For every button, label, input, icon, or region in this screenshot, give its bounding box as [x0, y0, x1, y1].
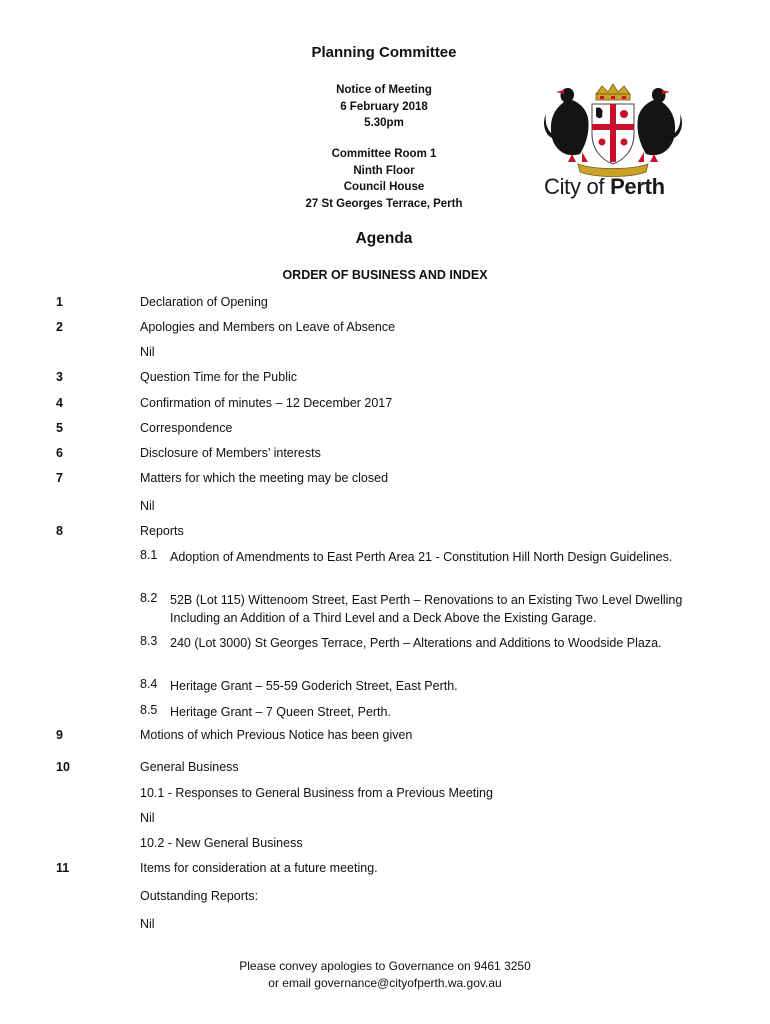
footer-email-line: or email governance@cityofperth.wa.gov.au — [268, 976, 502, 990]
meeting-venue — [234, 146, 534, 212]
item-note: Nil — [140, 811, 155, 825]
item-subheading: Outstanding Reports: — [140, 889, 259, 903]
item-title: Question Time for the Public — [140, 370, 298, 384]
item-note: Nil — [140, 345, 155, 359]
venue-building: Council House — [343, 181, 425, 193]
item-number: 1 — [56, 295, 63, 309]
item-number: 8 — [56, 524, 63, 538]
item-title: Apologies and Members on Leave of Absence — [140, 320, 396, 334]
meeting-date: 6 February 2018 — [340, 100, 428, 113]
report-number: 8.1 — [140, 548, 158, 562]
item-number: 5 — [56, 421, 63, 435]
item-title: Correspondence — [140, 421, 233, 435]
meeting-time: 5.30pm — [364, 117, 404, 129]
page-title: Planning Committee — [311, 44, 457, 61]
report-number: 8.5 — [140, 703, 158, 717]
report-number: 8.4 — [140, 677, 158, 691]
venue-floor: Ninth Floor — [353, 164, 415, 177]
item-title: Disclosure of Members’ interests — [140, 446, 321, 460]
item-title: Reports — [140, 524, 184, 538]
agenda-heading: Agenda — [355, 230, 413, 247]
item-number: 6 — [56, 446, 63, 460]
item-number: 11 — [56, 861, 70, 875]
item-number: 7 — [56, 471, 63, 485]
item-title: Motions of which Previous Notice has been given — [140, 728, 413, 742]
report-title: 52B (Lot 115) Wittenoom Street, East Perth – Renovations to an Existing Two Level Dwelling Including an Addition of a Third Level and a Deck Above the Existing Garage. — [170, 593, 683, 625]
report-title: Adoption of Amendments to East Perth Area 21 - Constitution Hill North Design Guidelines. — [170, 550, 673, 564]
report-title: Heritage Grant – 7 Queen Street, Perth. — [170, 705, 391, 719]
meeting-notice — [234, 82, 534, 132]
wordmark-city: City of — [544, 174, 611, 199]
order-of-business-heading: ORDER OF BUSINESS AND INDEX — [282, 268, 488, 282]
item-title: Declaration of Opening — [140, 295, 268, 309]
report-number: 8.3 — [140, 634, 158, 648]
item-note: Nil — [140, 917, 155, 931]
venue-room: Committee Room 1 — [331, 148, 437, 160]
wordmark-perth: Perth — [610, 174, 665, 199]
item-note: Nil — [140, 499, 155, 513]
item-number: 10 — [56, 760, 70, 774]
report-title: Heritage Grant – 55-59 Goderich Street, East Perth. — [170, 679, 458, 693]
footer-contact — [150, 958, 620, 992]
item-number: 9 — [56, 728, 63, 742]
report-number: 8.2 — [140, 591, 158, 605]
venue-address: 27 St Georges Terrace, Perth — [305, 197, 463, 210]
item-title: General Business — [140, 760, 239, 774]
item-number: 2 — [56, 320, 63, 334]
item-subheading: 10.2 - New General Business — [140, 836, 303, 850]
footer-phone-line: Please convey apologies to Governance on 9461 3250 — [239, 959, 531, 973]
notice-label: Notice of Meeting — [336, 84, 432, 96]
item-title: Items for consideration at a future meeting. — [140, 861, 378, 875]
city-of-perth-wordmark — [544, 174, 689, 200]
item-title: Matters for which the meeting may be closed — [140, 471, 389, 485]
item-subheading: 10.1 - Responses to General Business from a Previous Meeting — [140, 786, 493, 800]
item-number: 4 — [56, 396, 63, 410]
item-title: Confirmation of minutes – 12 December 2017 — [140, 396, 393, 410]
report-title: 240 (Lot 3000) St Georges Terrace, Perth – Alterations and Additions to Woodside Plaza. — [170, 636, 662, 650]
item-number: 3 — [56, 370, 63, 384]
